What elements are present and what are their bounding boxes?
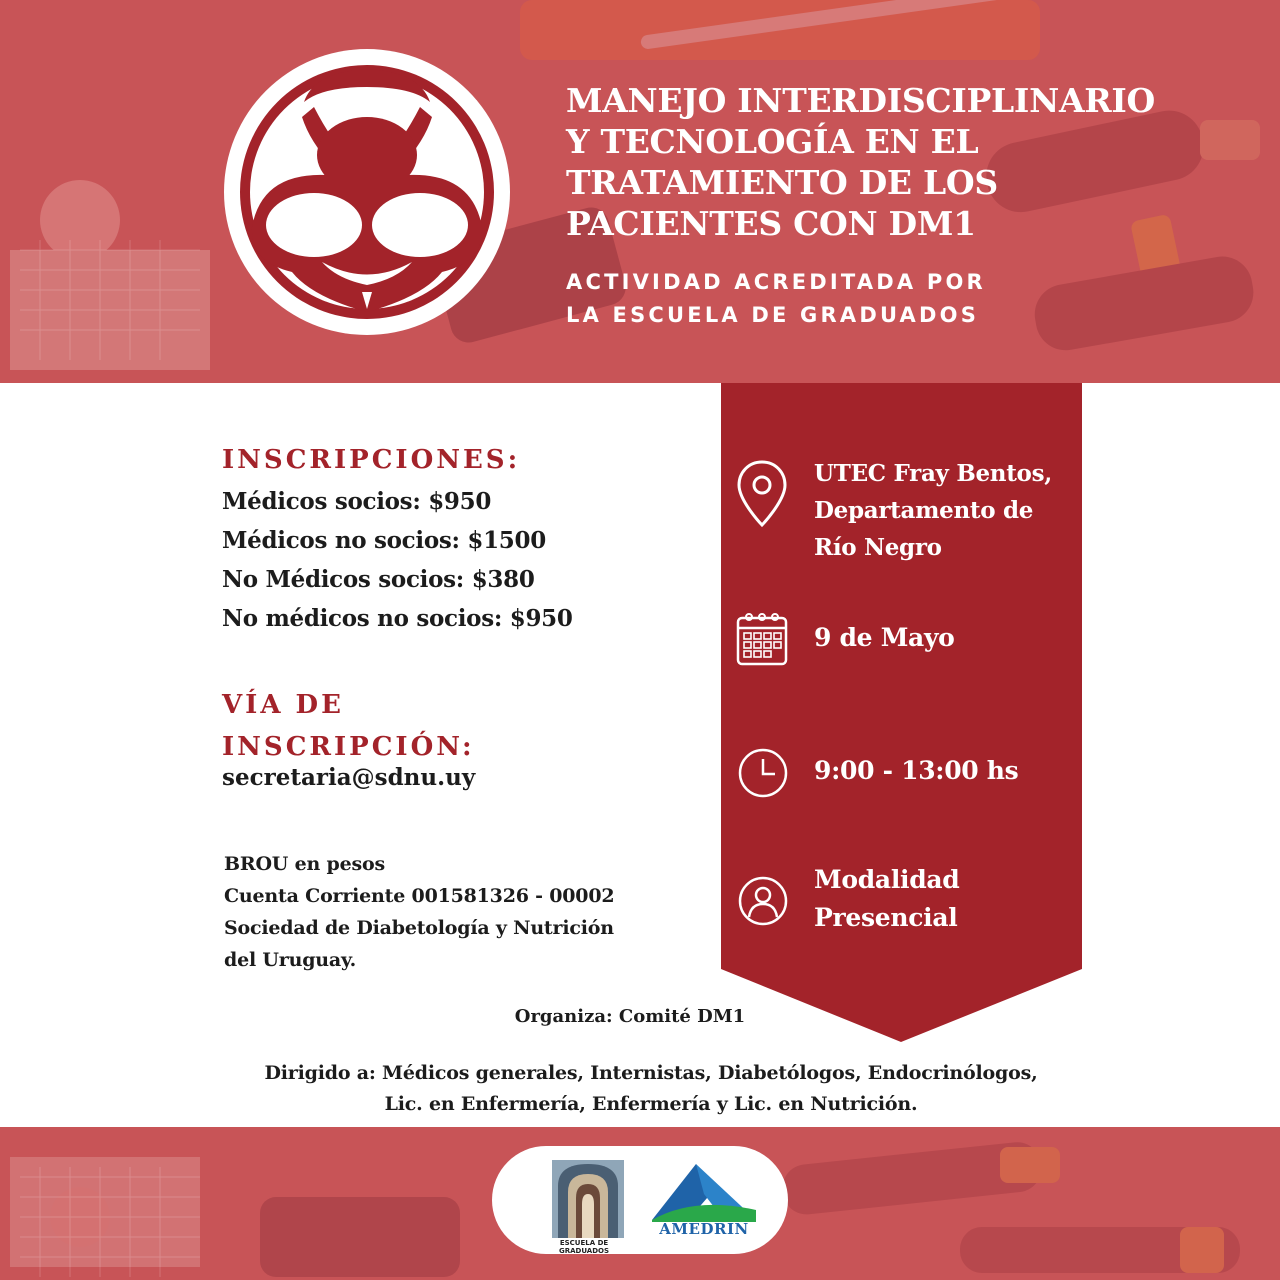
time-row [721,745,1082,801]
modality-text: Modalidad Presencial [814,865,960,932]
event-title: MANEJO INTERDISCIPLINARIO Y TECNOLOGÍA EN EL TRATAMIENTO DE LOS PACIENTES CON DM1 [566,81,1155,243]
contact-email: secretaria@sdnu.uy [222,764,476,791]
price-item: No Médicos socios: $380 [222,566,535,593]
header-banner [0,0,1280,383]
time-text: 9:00 - 13:00 hs [814,756,1019,785]
escuela-caption: ESCUELA DE GRADUADOS [558,1239,610,1255]
location-pin-icon [735,459,789,529]
via-inscripcion-heading [222,684,602,768]
price-list [222,482,702,638]
via-heading-line2: INSCRIPCIÓN: [222,732,475,762]
event-details-ribbon [721,383,1082,1043]
via-heading-line1: VÍA DE [222,690,344,720]
audience-text: Dirigido a: Médicos generales, Internistas, Diabetólogos, Endocrinólogos, Lic. en Enfermería, Enfermería y Lic. en Nutrición. [264,1062,1038,1115]
user-icon [737,875,789,927]
bottom-banner [0,1127,1280,1280]
date-row [721,611,1082,671]
location-row [721,455,1082,575]
title-block [566,80,1246,332]
escuela-graduados-logo [534,1152,630,1248]
bank-line: Cuenta Corriente 001581326 - 00002 [224,885,615,907]
organizer-text: Organiza: Comité DM1 [514,1006,746,1027]
partner-logos [492,1146,788,1254]
price-item: Médicos socios: $950 [222,488,492,515]
location-text: UTEC Fray Bentos, Departamento de Río Negro [814,460,1052,561]
registration-section [222,440,702,638]
bank-line: Sociedad de Diabetología y Nutrición [224,917,614,939]
inscripciones-heading: INSCRIPCIONES: [222,445,521,475]
price-item: Médicos no socios: $1500 [222,527,546,554]
bank-details [224,848,704,976]
accreditation-subtitle: ACTIVIDAD ACREDITADA POR LA ESCUELA DE GRADUADOS [566,270,986,327]
price-item: No médicos no socios: $950 [222,605,573,632]
bank-line: del Uruguay. [224,949,357,971]
calendar-icon [735,611,789,667]
bank-line: BROU en pesos [224,853,385,875]
amedrin-name: AMEDRIN [659,1220,749,1238]
clock-icon [737,747,789,799]
bee-logo-icon [222,47,512,337]
modality-row [721,861,1082,951]
date-text: 9 de Mayo [814,623,955,652]
